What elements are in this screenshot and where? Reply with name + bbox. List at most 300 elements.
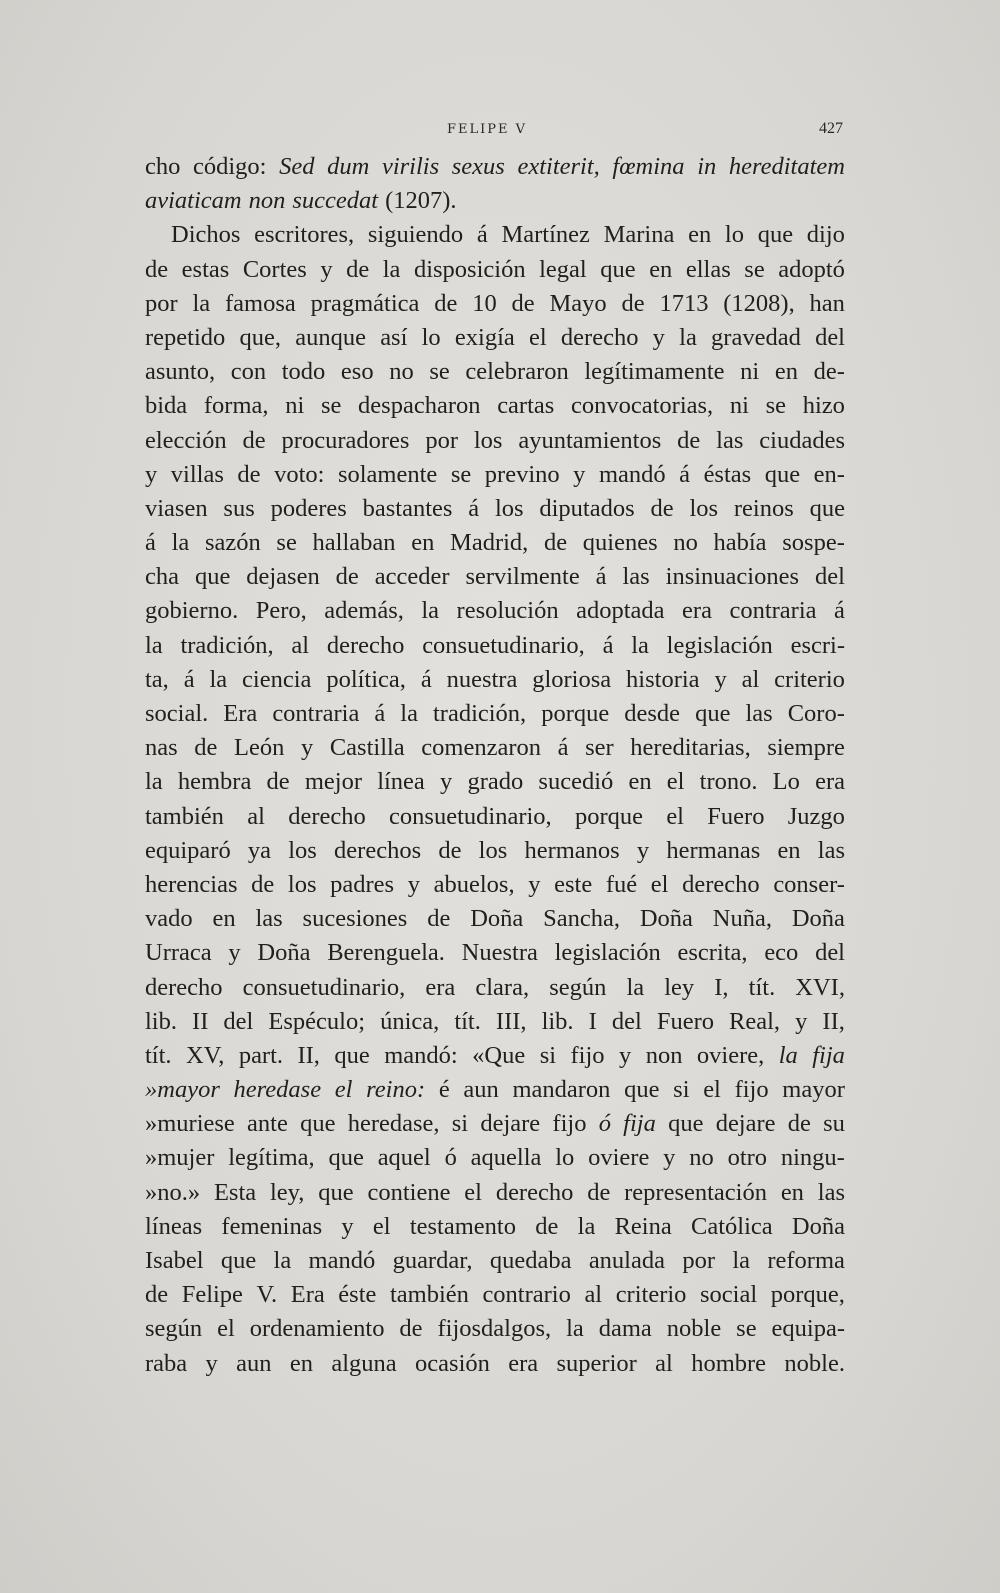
word: que [624,1076,660,1104]
word: Mayo [549,289,607,317]
word: ciencia [242,665,312,693]
word: á [679,460,691,488]
word: en [780,1178,804,1206]
word: Católica [691,1212,773,1240]
word: de [194,734,218,762]
word: se [320,392,342,420]
word: dejare [715,1110,776,1138]
word: testamento [409,1212,516,1240]
word: padres [330,870,395,898]
word: á [602,631,614,659]
word: y [663,1144,676,1172]
word: fœmina [612,153,685,180]
word: pragmática [310,289,420,317]
word: que [334,1041,370,1069]
word: sus [223,494,255,522]
word: contiene [367,1178,451,1206]
word: ellas [685,255,731,283]
text-line [145,1278,845,1312]
word: código: [193,153,267,180]
word: las [817,836,845,864]
word: en [411,529,435,557]
word: hermanas [666,836,761,864]
word: (1208), [723,289,795,317]
word: ordenamiento [249,1315,385,1343]
word: in [697,153,717,180]
word: non [248,187,286,215]
text-line [145,1039,845,1073]
word: mandaron [512,1076,611,1104]
word: de [787,1110,811,1138]
word: de [438,836,462,864]
word: abuelos, [433,870,515,898]
text-line [145,594,845,628]
word: oviere [588,1144,650,1172]
word: sazón [204,529,261,557]
word: á [834,597,845,625]
word: al [655,1349,673,1377]
word: Espéculo; [268,1007,366,1035]
word: II, [822,1007,845,1035]
word: reforma [767,1247,845,1274]
word: equiparó [145,836,231,864]
word: porque [574,802,644,830]
word: que [695,700,731,727]
word: acceder [374,563,450,591]
word: de [335,563,359,591]
word: de [434,289,458,317]
word: las [716,426,744,454]
word: aun [236,1349,272,1377]
word: por [425,426,458,454]
word: part. [238,1041,284,1069]
word: tít. [145,1041,172,1069]
word: reinos [733,494,794,522]
word: asunto, [145,358,216,386]
body-text [145,150,845,1381]
word: dejasen [246,563,320,591]
word: contraria [729,597,817,625]
word: nas [145,734,178,762]
word: hombre [691,1349,767,1377]
word: raba [145,1349,188,1377]
word: noble [666,1315,722,1343]
word: lib. [145,1007,177,1035]
word: la [145,631,163,659]
word: y [795,1007,808,1035]
word: así [380,323,408,351]
word: consuetudinario, [242,973,406,1001]
word: del [815,939,845,967]
word: succedat [292,187,379,215]
word: y [652,323,665,351]
text-line [145,765,845,799]
word: las [622,563,650,591]
word: gravedad [711,323,801,351]
text-line [145,731,845,765]
word: legislación [666,631,773,659]
word: legal [539,255,587,283]
word: de- [813,358,845,386]
word: de [535,1212,559,1240]
word: se [429,358,450,386]
word: porque [541,700,610,727]
word: fijo [734,1076,769,1104]
word: virilis [381,153,440,180]
word: »muriese [145,1110,235,1138]
text-line [145,253,845,287]
word: Dichos [171,221,241,249]
word: reino: [366,1076,426,1104]
word: la [679,323,697,351]
word: XVI, [795,973,845,1001]
word: de [266,768,290,796]
word: líneas [145,1212,203,1240]
text-line [145,560,845,594]
word: mandó [308,1247,376,1274]
word: que, [239,323,281,351]
word: Nuña, [712,905,772,933]
word: aquel [377,1144,431,1172]
word: de [677,426,701,454]
word: se [736,1315,757,1343]
text-line [145,321,845,355]
word: el [372,1212,391,1240]
word: la [566,1315,584,1343]
text-line [145,1141,845,1175]
word: era [508,1349,539,1377]
word: era [682,597,712,625]
word: cha [145,563,179,591]
word: de [511,289,535,317]
word: heredase [233,1076,322,1104]
word: y [205,1349,218,1377]
word: con [230,358,267,386]
word: superior [556,1349,637,1377]
word: que [600,255,636,283]
word: non [645,1041,683,1069]
word: desde [624,700,681,727]
text-line [145,1005,845,1039]
word: V. [256,1281,278,1309]
word: de [621,289,645,317]
word: era [425,973,456,1001]
word: noble. [784,1349,845,1377]
word: del [815,323,845,351]
word: y [440,768,453,796]
word: y [636,836,650,864]
word: voto: [274,460,325,488]
word: no [673,529,698,557]
word: si [673,1076,690,1104]
word: se [276,529,297,557]
word: disposición [413,255,526,283]
word: derecho [288,802,366,830]
word: Berenguela. [327,939,445,967]
word: conser- [773,870,845,898]
word: que [809,494,845,522]
word: mayor [782,1076,845,1104]
word: al [584,1281,603,1309]
word: escri- [790,631,845,659]
word: repetido [145,323,226,351]
word: hermanos [524,836,620,864]
word: Fuero [707,802,765,830]
word: en [774,358,798,386]
word: de [650,494,674,522]
word: gloriosa [532,665,612,693]
word: el [703,1076,721,1104]
word: herencias [145,870,238,898]
word: que [757,221,794,249]
word: Felipe [181,1281,243,1309]
word: adoptó [778,255,845,283]
word: fija [623,1110,656,1138]
text-line [145,1347,845,1381]
text-line [145,1107,845,1141]
word: heredase, [347,1110,440,1138]
word: ya [247,836,272,864]
word: adoptada [576,597,665,625]
word: no [389,358,414,386]
word: ley, [269,1178,305,1206]
word: viasen [145,494,208,522]
word: línea [377,768,425,796]
word: la [631,631,649,659]
word: que [318,1178,354,1206]
word: hereditarias, [630,734,751,762]
word: de [543,529,568,557]
word: de [242,426,266,454]
text-line [145,1176,845,1210]
word: los [689,494,719,522]
word: era [815,768,845,796]
word: ciudades [759,426,845,454]
word: »no.» [145,1178,201,1206]
word: este [554,870,593,898]
word: que [328,1144,364,1172]
word: Lo [772,768,800,796]
text-line [145,492,845,526]
word: lo [724,221,744,249]
word: derecho [682,870,760,898]
word: nuestra [446,665,518,693]
word: »mujer [145,1144,215,1172]
word: otro [727,1144,768,1172]
page-header [145,120,845,144]
word: el [334,1076,353,1104]
word: Marina [603,221,675,249]
word: al [741,665,760,693]
word: á [374,700,386,727]
word: ta, [145,665,169,693]
word: derecho [560,323,639,351]
word: Pero, [255,597,307,625]
word: éstas [703,460,752,488]
word: á [468,494,480,522]
word: la [778,1041,798,1069]
text-line [145,629,845,663]
text-line [145,424,845,458]
word: también [145,802,224,830]
word: Madrid, [450,529,529,557]
word: Sancha, [543,905,620,933]
word: contraria [272,700,360,727]
word: hizo [802,392,845,420]
word: celebraron [465,358,569,386]
text-line [145,971,845,1005]
word: quedaba [489,1247,572,1274]
word: ser [585,734,614,762]
word: Cortes [242,255,307,283]
word: la [382,255,401,283]
word: el [529,323,547,351]
word: todo [281,358,326,386]
word: y [714,665,727,693]
word: sucedió [538,768,614,796]
word: que [220,1247,257,1274]
word: y [320,255,333,283]
word: Real, [729,1007,781,1035]
word: y [145,460,158,488]
word: los [288,836,317,864]
word: ó [598,1110,611,1138]
word: escritores, [254,221,355,249]
word: estas [181,255,230,283]
word: no [689,1144,714,1172]
word: Castilla [329,734,405,762]
word: que [194,563,231,591]
word: en [628,768,652,796]
text-line [145,936,845,970]
word: social [700,1281,758,1309]
word: fija [812,1041,845,1069]
word: ó [444,1144,457,1172]
word: de [251,870,275,898]
word: villas [170,460,224,488]
word: sospe- [782,529,845,557]
word: Urraca [145,939,212,967]
word: ni [740,358,760,386]
text-line [145,150,845,184]
word: »mayor [145,1076,220,1104]
word: y [407,870,420,898]
word: poderes [270,494,347,522]
word: las [255,905,283,933]
word: Coro- [787,700,845,727]
word: dum [327,153,370,180]
text-line [145,1244,845,1278]
word: II, [297,1041,320,1069]
word: insinuaciones [665,563,800,591]
word: aviaticam [145,187,242,215]
word: que [300,1110,336,1138]
word: Reina [614,1212,672,1240]
word: Doña [639,905,693,933]
word: ningu- [780,1144,845,1172]
word: criterio [615,1281,687,1309]
word: Doña [470,905,524,933]
word: gobierno. [145,597,239,625]
word: á [557,734,569,762]
word: del [814,563,845,591]
word: la [209,665,228,693]
word: ni [285,392,305,420]
word: «Que [472,1041,526,1069]
word: comenzaron [421,734,542,762]
word: fijosdalgos, [437,1315,552,1343]
word: en [649,255,673,283]
word: la [626,973,645,1001]
word: III, [495,1007,527,1035]
word: mejor [304,768,362,796]
text-line [145,184,845,218]
word: en [212,905,236,933]
word: según [549,973,607,1001]
word: equipa- [771,1315,845,1343]
word: mandó: [384,1041,458,1069]
text-line [145,697,845,731]
word: se [450,460,472,488]
word: cartas [497,392,555,420]
word: León [234,734,285,762]
word: la [421,597,440,625]
word: los [473,426,503,454]
word: á [145,529,156,557]
word: é [438,1076,450,1104]
word: fué [605,870,638,898]
word: tradición, [432,700,527,727]
text-line [145,526,845,560]
word: famosa [225,289,296,317]
word: política, [326,665,406,693]
word: el [217,1315,235,1343]
text-line [145,1073,845,1107]
word: y [618,1041,632,1069]
word: Fuero [656,1007,714,1035]
word: anulada [588,1247,665,1274]
word: mandó [598,460,666,488]
word: grado [467,768,524,796]
word: derecho [145,973,223,1001]
word: legítimamente [584,358,725,386]
word: los [287,870,317,898]
word: los [478,836,508,864]
word: también [389,1281,469,1309]
word: la [273,1247,292,1274]
word: Doña [257,939,311,967]
word: tít. [454,1007,481,1035]
word: además, [324,597,404,625]
word: de [237,460,261,488]
word: y [228,939,241,967]
word: lib. [541,1007,574,1035]
word: historia [626,665,700,693]
word: femeninas [221,1212,323,1240]
word: que [668,1110,704,1138]
word: del [611,1007,642,1035]
word: ni [729,392,749,420]
word: extiterit, [517,153,600,180]
word: á [420,665,432,693]
word: Era [290,1281,325,1309]
word: XV, [186,1041,225,1069]
word: hallaban [312,529,396,557]
word: Doña [791,1212,845,1240]
word: legislación [554,939,661,967]
word: de [346,255,370,283]
word: aun [463,1076,499,1104]
